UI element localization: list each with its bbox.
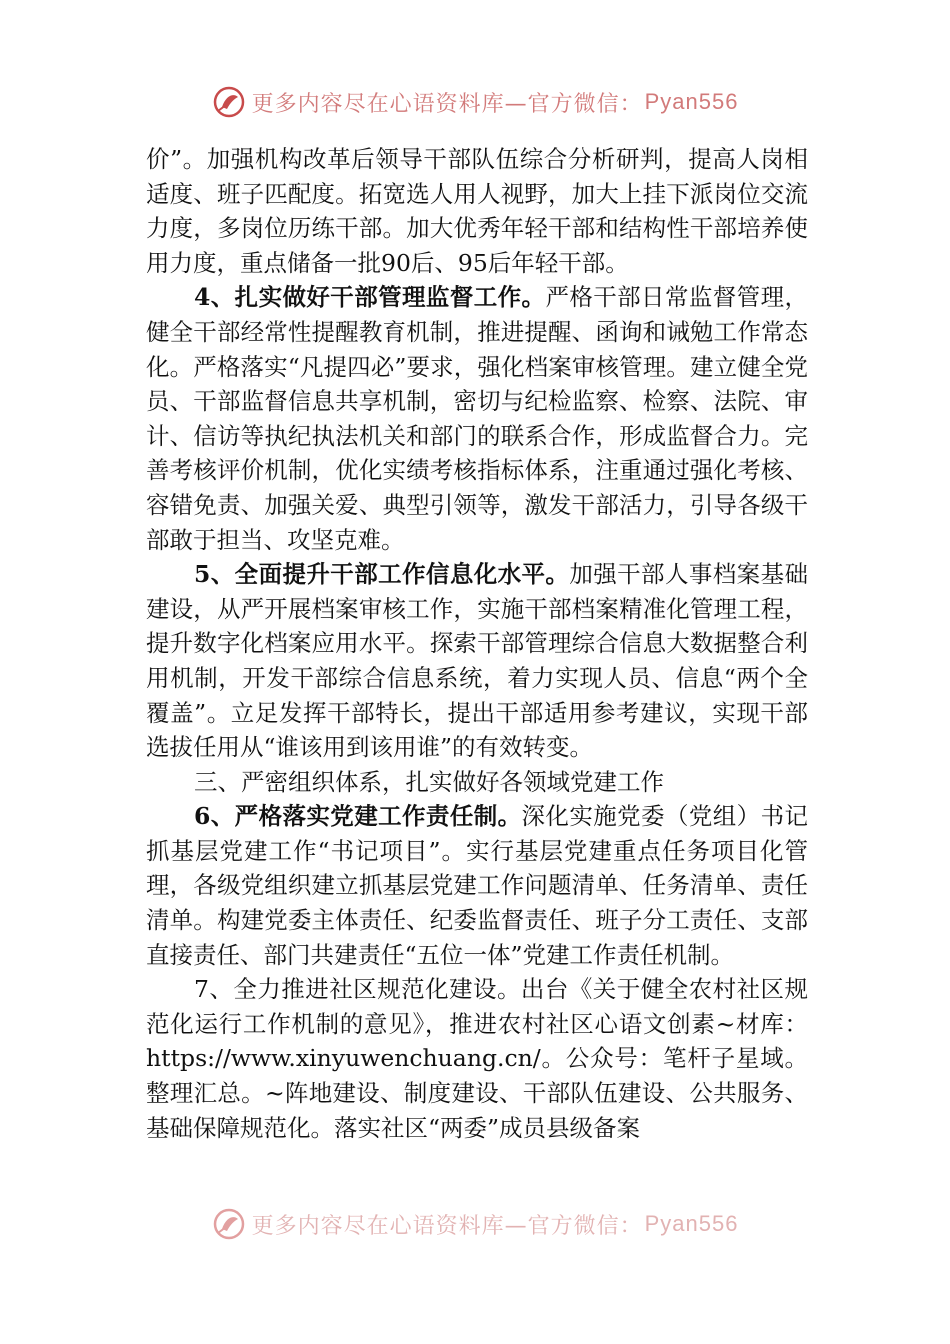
seal-logo-icon	[212, 85, 246, 119]
watermark-text: 更多内容尽在心语资料库—官方微信：	[251, 1213, 643, 1239]
watermark-header	[0, 82, 950, 122]
seal-logo-icon	[212, 1207, 246, 1241]
document-body	[146, 142, 808, 1145]
watermark-text: 更多内容尽在心语资料库—官方微信：	[251, 91, 643, 117]
paragraph-section-4	[146, 280, 808, 557]
section-4-body: 严格干部日常监督管理，健全干部经常性提醒教育机制，推进提醒、函询和诫勉工作常态化。严格落实“凡提四必”要求，强化档案审核管理。建立健全党员、干部监督信息共享机制，密切与纪检监察、检察、法院、审计、信访等执纪执法机关和部门的联系合作，形成监督合力。完善考核评价机制，优化实绩考核指标体系，注重通过强化考核、容错免责、加强关爱、典型引领等，激发干部活力，引导各级干部敢于担当、攻坚克难。	[146, 283, 808, 554]
watermark-handle: Pyan556	[644, 89, 739, 114]
paragraph-section-5	[146, 557, 808, 765]
paragraph-section-7: 7、全力推进社区规范化建设。出台《关于健全农村社区规范化运行工作机制的意见》，推进农村社区心语文创素~材库：https://www.xinyuwenchuang.cn/。公众号：笔杆子星域。整理汇总。~阵地建设、制度建设、干部队伍建设、公共服务、基础保障规范化。落实社区“两委”成员县级备案	[146, 975, 808, 1142]
section-5-body: 加强干部人事档案基础建设，从严开展档案审核工作，实施干部档案精准化管理工程，提升数字化档案应用水平。探索干部管理综合信息大数据整合利用机制，开发干部综合信息系统，着力实现人员、信息“两个全覆盖”。立足发挥干部特长，提出干部适用参考建议，实现干部选拔任用从“谁该用到该用谁”的有效转变。	[146, 560, 808, 762]
section-heading-3: 三、严密组织体系，扎实做好各领域党建工作	[194, 767, 664, 796]
section-4-title: 4、扎实做好干部管理监督工作。	[194, 283, 546, 312]
section-5-title: 5、全面提升干部工作信息化水平。	[194, 560, 570, 589]
watermark-footer	[0, 1204, 950, 1244]
section-6-title: 6、严格落实党建工作责任制。	[194, 802, 522, 831]
paragraph-continued: 价”。加强机构改革后领导干部队伍综合分析研判，提高人岗相适度、班子匹配度。拓宽选人用人视野，加大上挂下派岗位交流力度，多岗位历练干部。加大优秀年轻干部和结构性干部培养使用力度，重点储备一批90后、95后年轻干部。	[146, 145, 808, 277]
section-6-body: 深化实施党委（党组）书记抓基层党建工作“书记项目”。实行基层党建重点任务项目化管理，各级党组织建立抓基层党建工作问题清单、任务清单、责任清单。构建党委主体责任、纪委监督责任、班子分工责任、支部直接责任、部门共建责任“五位一体”党建工作责任机制。	[146, 802, 808, 969]
paragraph-section-6	[146, 799, 808, 972]
watermark-handle: Pyan556	[644, 1211, 739, 1236]
